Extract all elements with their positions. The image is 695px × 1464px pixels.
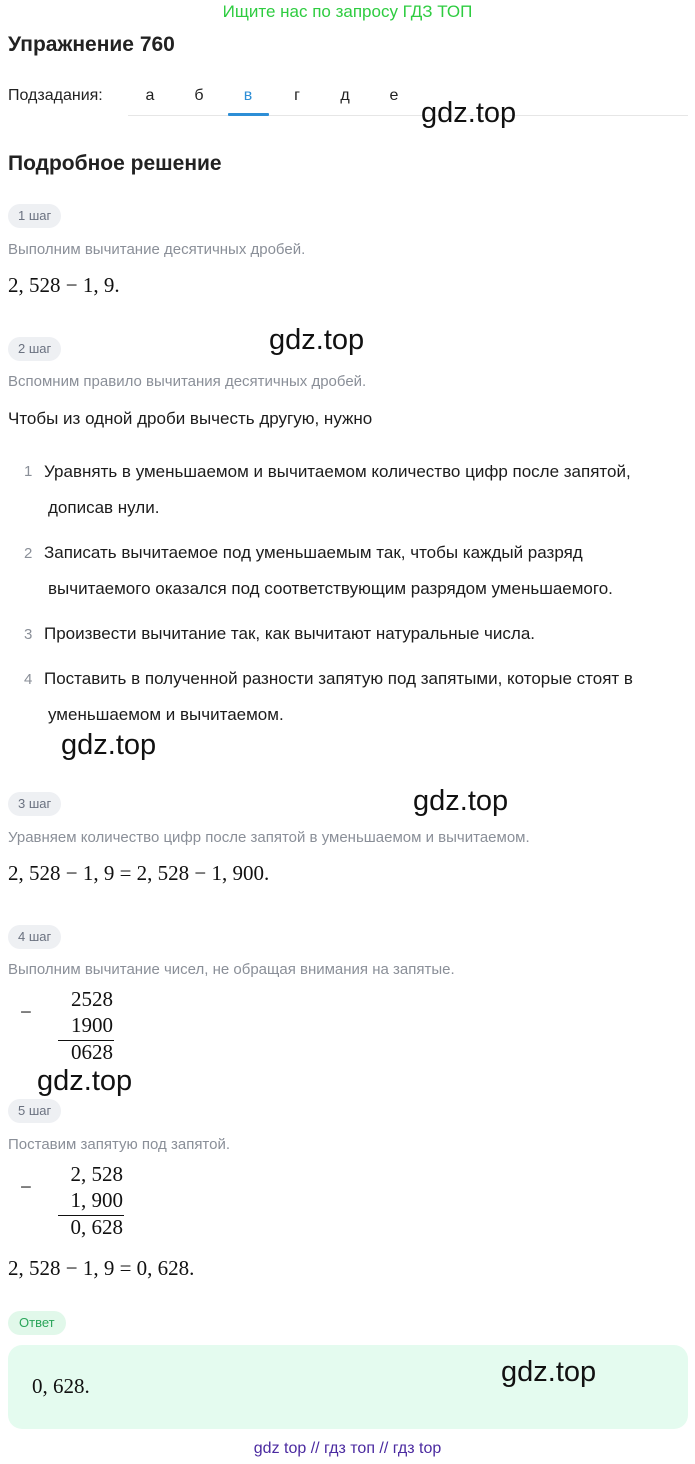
rule-1-line-1: Уравнять в уменьшаемом и вычитаемом количество цифр после запятой, [44, 462, 631, 481]
step-3-description: Уравняем количество цифр после запятой в уменьшаемом и вычитаемом. [8, 829, 530, 846]
column-result: 0628 [71, 1040, 113, 1064]
step-3-expression: 2, 528 − 1, 9 = 2, 528 − 1, 900. [8, 861, 270, 885]
promo-banner[interactable]: Ищите нас по запросу ГДЗ ТОП [222, 2, 473, 21]
rule-3-text [44, 616, 684, 652]
rule-2-number: 2 [24, 545, 33, 562]
rule-1-line-2: дописав нули. [48, 498, 160, 517]
answer-value: 0, 628. [32, 1374, 90, 1398]
watermark: gdz.top [413, 785, 509, 817]
tab-g[interactable]: г [294, 87, 300, 104]
step-4-description: Выполним вычитание чисел, не обращая внимания на запятые. [8, 961, 455, 978]
step-1-expression: 2, 528 − 1, 9. [8, 273, 120, 297]
rule-4-line-1: Поставить в полученной разности запятую под запятыми, которые стоят в [44, 669, 633, 688]
tab-b[interactable]: б [194, 87, 204, 104]
step-4-badge: 4 шаг [8, 925, 61, 949]
rule-2-line-2: вычитаемого оказался под соответствующим разрядом уменьшаемого. [48, 579, 613, 598]
tab-d[interactable]: д [340, 87, 350, 104]
tab-e[interactable]: е [389, 87, 399, 104]
rule-1-number: 1 [24, 463, 33, 480]
watermark: gdz.top [421, 97, 517, 129]
step-1-badge: 1 шаг [8, 204, 61, 228]
footer-links[interactable]: gdz top // гдз топ // гдз top [253, 1440, 442, 1457]
subtasks-label: Подзадания: [8, 87, 103, 104]
tab-a[interactable]: а [145, 87, 155, 104]
exercise-title: Упражнение 760 [8, 33, 175, 56]
rule-intro: Чтобы из одной дроби вычесть другую, нужно [8, 409, 373, 428]
step-3-badge: 3 шаг [8, 792, 61, 816]
column-result: 0, 628 [70, 1215, 123, 1239]
watermark: gdz.top [501, 1356, 597, 1388]
rule-3-number: 3 [24, 626, 33, 643]
tab-v-active[interactable]: в [243, 87, 253, 104]
section-title: Подробное решение [8, 152, 222, 175]
column-subtrahend: 1, 900 [70, 1188, 123, 1212]
step-5-description: Поставим запятую под запятой. [8, 1136, 231, 1153]
column-minus-sign: − [20, 1175, 32, 1199]
column-minus-sign: − [20, 1000, 32, 1024]
watermark: gdz.top [61, 729, 157, 761]
rule-4-number: 4 [24, 671, 33, 688]
step-2-description: Вспомним правило вычитания десятичных дробей. [8, 373, 367, 390]
answer-badge: Ответ [8, 1311, 66, 1335]
column-minuend: 2, 528 [70, 1162, 123, 1186]
column-subtrahend: 1900 [71, 1013, 113, 1037]
rule-2-text [44, 535, 684, 607]
rule-1-text [44, 454, 684, 526]
watermark: gdz.top [269, 324, 365, 356]
step-5-expression: 2, 528 − 1, 9 = 0, 628. [8, 1256, 195, 1280]
step-1-description: Выполним вычитание десятичных дробей. [8, 241, 306, 258]
step-2-badge: 2 шаг [8, 337, 61, 361]
watermark: gdz.top [37, 1065, 133, 1097]
rule-2-line-1: Записать вычитаемое под уменьшаемым так, чтобы каждый разряд [44, 543, 583, 562]
rule-3-line-1: Произвести вычитание так, как вычитают натуральные числа. [44, 624, 536, 643]
tabs-divider [128, 115, 688, 116]
column-minuend: 2528 [71, 987, 113, 1011]
rule-4-text [44, 661, 684, 733]
step-5-badge: 5 шаг [8, 1099, 61, 1123]
rule-4-line-2: уменьшаемом и вычитаемом. [48, 705, 284, 724]
active-tab-indicator [228, 113, 269, 116]
